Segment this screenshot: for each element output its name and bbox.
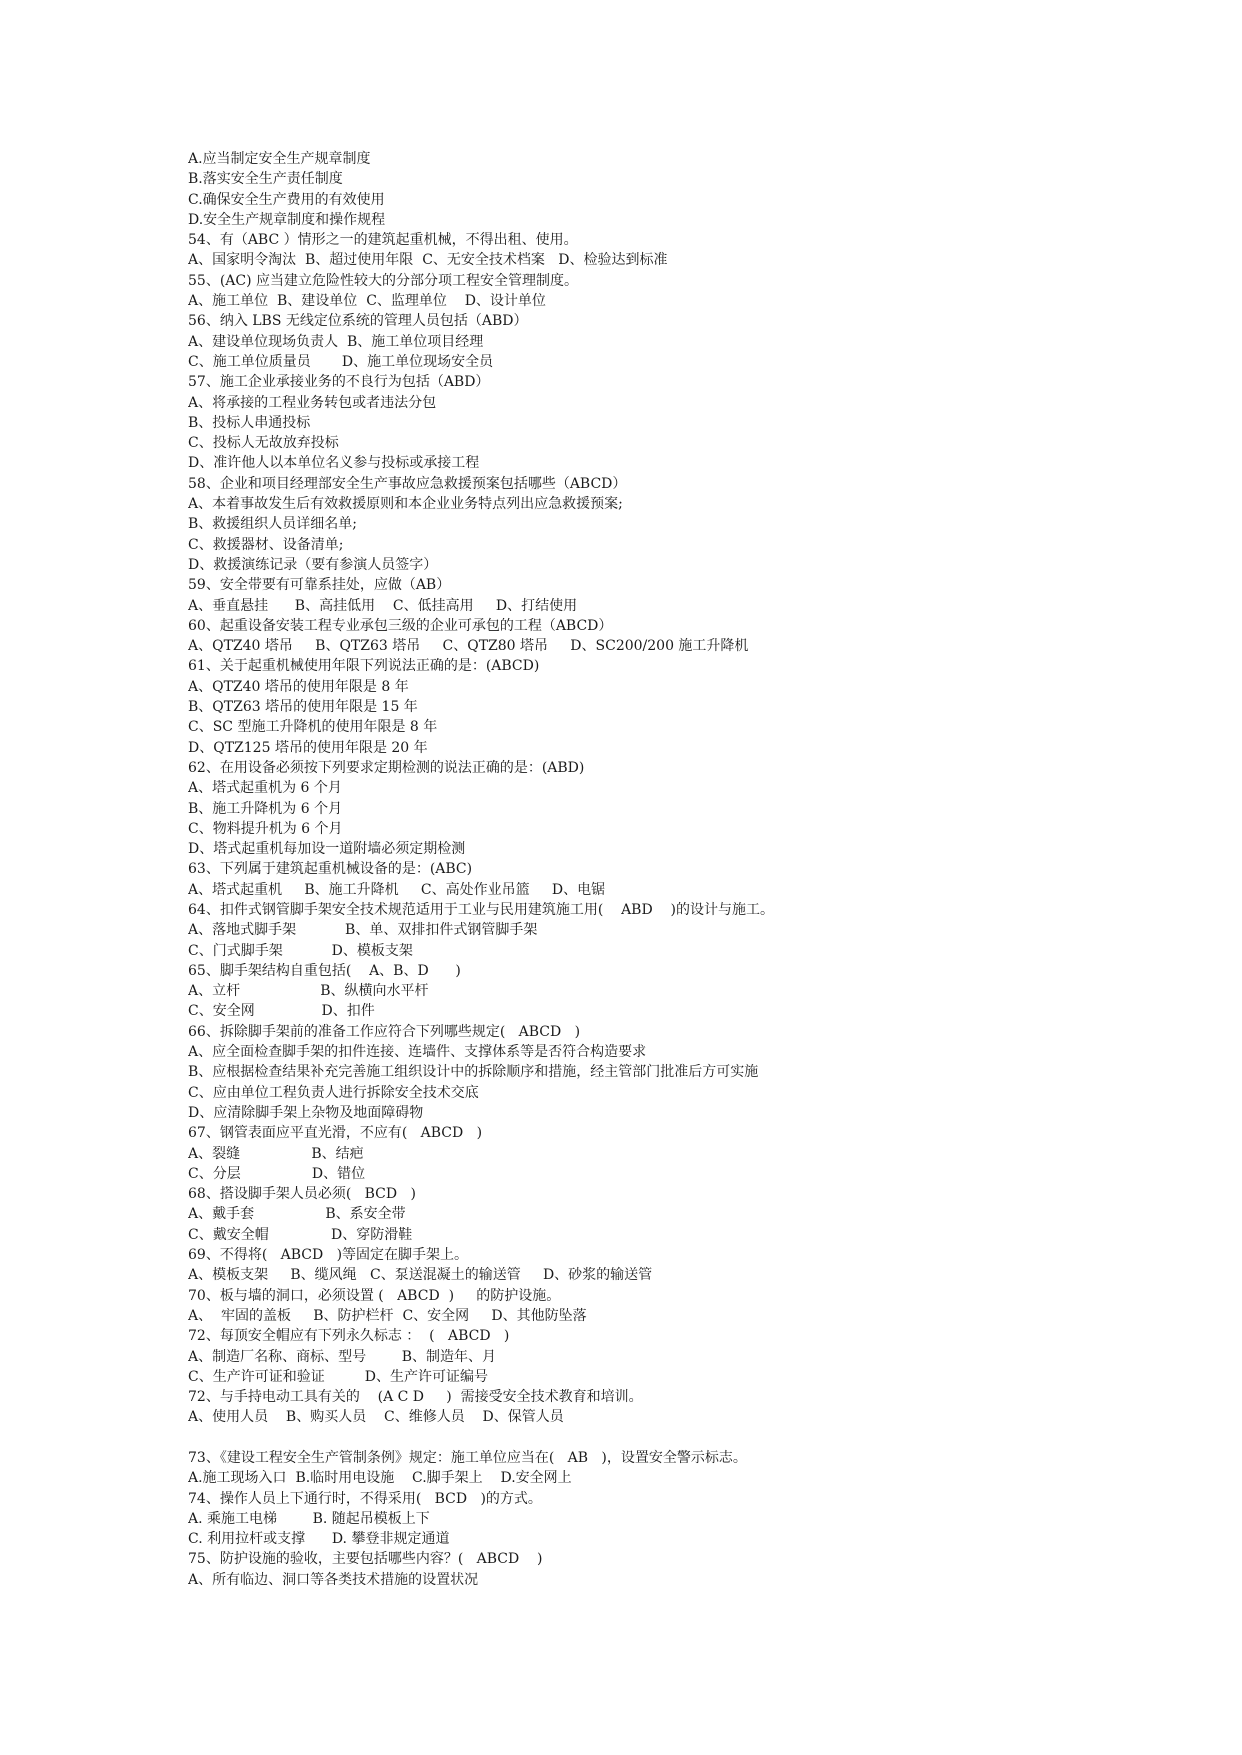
text-line: A、裂缝 B、结疤 [188, 1145, 364, 1162]
text-line: 61、关于起重机械使用年限下列说法正确的是：(ABCD) [188, 658, 540, 675]
text-line: A.应当制定安全生产规章制度 [188, 151, 371, 167]
text-line: A、应全面检查脚手架的扣件连接、连墙件、支撑体系等是否符合构造要求 [188, 1044, 647, 1061]
text-line: B、应根据检查结果补充完善施工组织设计中的拆除顺序和措施，经主管部门批准后方可实施 [188, 1064, 759, 1081]
text-line: 60、起重设备安装工程专业承包三级的企业可承包的工程（ABCD） [188, 617, 613, 634]
text-line: 68、搭设脚手架人员必须( BCD ) [188, 1186, 416, 1203]
text-line: A、所有临边、洞口等各类技术措施的设置状况 [188, 1571, 479, 1588]
text-line: 74、操作人员上下通行时，不得采用( BCD )的方式。 [188, 1490, 542, 1507]
text-line: A. 乘施工电梯 B. 随起吊模板上下 [188, 1510, 430, 1527]
text-line: A、施工单位 B、建设单位 C、监理单位 D、设计单位 [188, 293, 546, 310]
text-line: 55、(AC) 应当建立危险性较大的分部分项工程安全管理制度。 [188, 272, 579, 289]
text-line: A、将承接的工程业务转包或者违法分包 [188, 394, 437, 411]
text-line: D、准许他人以本单位名义参与投标或承接工程 [188, 455, 480, 472]
text-line: D.安全生产规章制度和操作规程 [188, 211, 386, 228]
text-line: D、塔式起重机每加设一道附墙必须定期检测 [188, 841, 466, 858]
text-line: 72、每顶安全帽应有下列永久标志 ： ( ABCD ) [188, 1328, 510, 1345]
text-line: C、门式脚手架 D、模板支架 [188, 942, 413, 959]
text-line: A、立杆 B、纵横向水平杆 [188, 983, 429, 1000]
text-line: C、生产许可证和验证 D、生产许可证编号 [188, 1368, 488, 1385]
text-line [188, 1428, 1188, 1448]
text-line: C、安全网 D、扣件 [188, 1003, 375, 1020]
text-line: A、QTZ40 塔吊 B、QTZ63 塔吊 C、QTZ80 塔吊 D、SC200/200 施工升降机 [188, 638, 749, 655]
text-line: 69、不得将( ABCD )等固定在脚手架上。 [188, 1247, 469, 1264]
text-line: A、国家明令淘汰 B、超过使用年限 C、无安全技术档案 D、检验达到标准 [188, 252, 668, 269]
text-line: C、投标人无故放弃投标 [188, 435, 339, 452]
text-line: A、垂直悬挂 B、高挂低用 C、低挂高用 D、打结使用 [188, 597, 578, 614]
text-line: B.落实安全生产责任制度 [188, 171, 343, 188]
text-line: A、制造厂名称、商标、型号 B、制造年、月 [188, 1348, 496, 1365]
text-line: C. 利用拉杆或支撑 D. 攀登非规定通道 [188, 1531, 450, 1548]
text-line: C、戴安全帽 D、穿防滑鞋 [188, 1226, 413, 1243]
text-line: 75、防护设施的验收，主要包括哪些内容？( ABCD ) [188, 1551, 543, 1568]
text-line: D、救援演练记录（要有参演人员签字） [188, 556, 438, 573]
text-line: 67、钢管表面应平直光滑，不应有( ABCD ) [188, 1125, 483, 1142]
text-line: A.施工现场入口 B.临时用电设施 C.脚手架上 D.安全网上 [188, 1470, 572, 1487]
text-line: A、塔式起重机 B、施工升降机 C、高处作业吊篮 D、电锯 [188, 881, 606, 898]
text-line: 72、与手持电动工具有关的 (A C D ) 需接受安全技术教育和培训。 [188, 1389, 643, 1406]
text-line: A、QTZ40 塔吊的使用年限是 8 年 [188, 678, 409, 695]
text-line: 56、纳入 LBS 无线定位系统的管理人员包括（ABD） [188, 313, 528, 330]
text-line: A、建设单位现场负责人 B、施工单位项目经理 [188, 333, 484, 350]
document-body [188, 149, 1188, 1590]
text-line: C、分层 D、错位 [188, 1165, 366, 1182]
text-line: 58、企业和项目经理部安全生产事故应急救援预案包括哪些（ABCD） [188, 475, 627, 492]
text-line: 66、拆除脚手架前的准备工作应符合下列哪些规定( ABCD ) [188, 1023, 581, 1040]
text-line: C、物料提升机为 6 个月 [188, 820, 343, 837]
text-line: 59、安全带要有可靠系挂处，应做（AB） [188, 577, 451, 594]
text-line: 65、脚手架结构自重包括( A、B、D ) [188, 962, 461, 979]
text-line: D、QTZ125 塔吊的使用年限是 20 年 [188, 739, 428, 756]
text-line: C.确保安全生产费用的有效使用 [188, 191, 385, 208]
text-line: 57、施工企业承接业务的不良行为包括（ABD） [188, 374, 490, 391]
text-line: 63、下列属于建筑起重机械设备的是：(ABC) [188, 861, 473, 878]
text-line: 64、扣件式钢管脚手架安全技术规范适用于工业与民用建筑施工用( ABD )的设计与施工。 [188, 901, 774, 918]
text-line: B、投标人串通投标 [188, 414, 311, 431]
text-line: A、塔式起重机为 6 个月 [188, 780, 342, 797]
text-line: C、应由单位工程负责人进行拆除安全技术交底 [188, 1084, 479, 1101]
text-line: A、落地式脚手架 B、单、双排扣件式钢管脚手架 [188, 922, 538, 939]
text-line: A、模板支架 B、缆风绳 C、泵送混凝土的输送管 D、砂浆的输送管 [188, 1267, 653, 1284]
text-line: B、救援组织人员详细名单; [188, 516, 358, 533]
text-line: B、QTZ63 塔吊的使用年限是 15 年 [188, 699, 418, 716]
text-line: C、救援器材、设备清单; [188, 536, 344, 553]
text-line: 62、在用设备必须按下列要求定期检测的说法正确的是：(ABD) [188, 759, 585, 776]
text-line: 70、板与墙的洞口，必须设置 ( ABCD ) 的防护设施。 [188, 1287, 561, 1304]
text-line: 73、《建设工程安全生产管制条例》规定：施工单位应当在( AB )，设置安全警示标志。 [188, 1450, 747, 1466]
text-line: C、施工单位质量员 D、施工单位现场安全员 [188, 353, 494, 370]
text-line: A、本着事故发生后有效救援原则和本企业业务特点列出应急救援预案; [188, 496, 623, 513]
text-line: A、使用人员 B、购买人员 C、维修人员 D、保管人员 [188, 1409, 564, 1426]
text-line: 54、有（ABC ）情形之一的建筑起重机械，不得出租、使用。 [188, 232, 578, 249]
text-line: B、施工升降机为 6 个月 [188, 800, 343, 817]
text-line: A、戴手套 B、系安全带 [188, 1206, 406, 1223]
text-line: D、应清除脚手架上杂物及地面障碍物 [188, 1104, 424, 1121]
text-line: A、 牢固的盖板 B、防护栏杆 C、安全网 D、其他防坠落 [188, 1307, 587, 1324]
text-line: C、SC 型施工升降机的使用年限是 8 年 [188, 719, 438, 736]
